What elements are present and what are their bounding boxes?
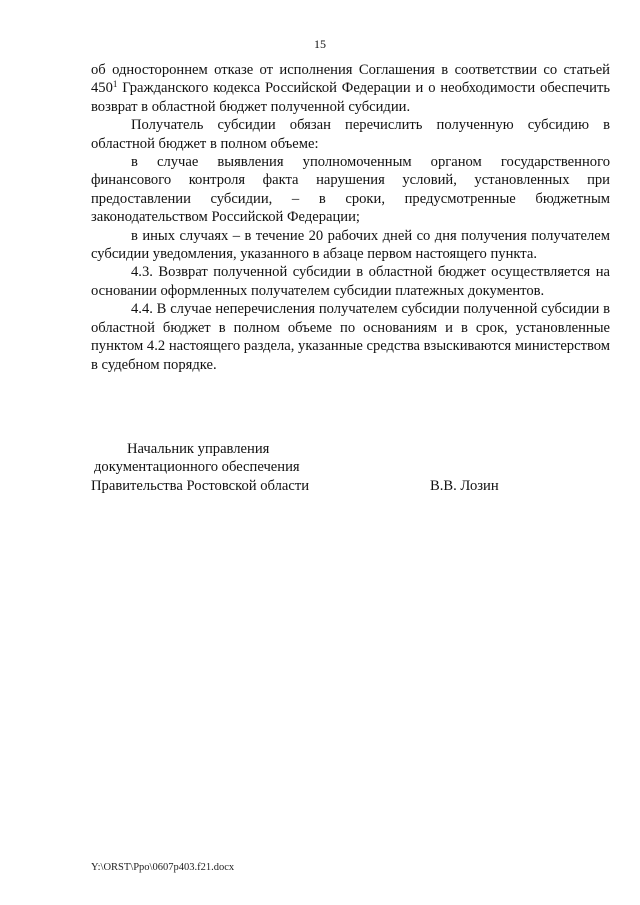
paragraph-4-4: 4.4. В случае неперечисления получателем субсидии полученной субсидии в областной бюджет в полном объеме по основаниям и в срок, установленные пунктом 4.2 настоящего раздела, указанные средства взыскиваются министерством в судебном порядке. xyxy=(91,301,610,373)
superscript: 1 xyxy=(112,79,118,90)
paragraph-text: Гражданского кодекса Российской Федерации и о необходимости обеспечить возврат в областной бюджет полученной субсидии. xyxy=(91,80,610,115)
paragraph-recipient-obligation: Получатель субсидии обязан перечислить полученную субсидию в областной бюджет в полном объеме: xyxy=(91,117,610,152)
signatory-title-line3: Правительства Ростовской области xyxy=(91,478,310,494)
page-number: 15 xyxy=(314,37,326,51)
paragraph-4-3: 4.3. Возврат полученной субсидии в областной бюджет осуществляется на основании оформленных получателем субсидии платежных документов. xyxy=(91,264,610,299)
document-body xyxy=(91,61,610,374)
paragraph-other-cases: в иных случаях – в течение 20 рабочих дней со дня получения получателем субсидии уведомления, указанного в абзаце первом настоящего пункта. xyxy=(91,227,610,263)
signatory-title-line2: документационного обеспечения xyxy=(94,459,300,475)
paragraph-text: об одностороннем отказе от исполнения Соглашения в соответствии со статьей 450 xyxy=(91,62,610,97)
file-path-footer: Y:\ORST\Ppo\0607p403.f21.docx xyxy=(91,862,235,873)
paragraph-violation-case: в случае выявления уполномоченным органом государственного финансового контроля факта нарушения условий, установленных при предоставлении субсидии, – в сроки, предусмотренные бюджетным законодательством Российской Федерации; xyxy=(91,154,610,226)
paragraph-refusal-notice xyxy=(91,61,610,116)
signatory-name: В.В. Лозин xyxy=(430,478,499,494)
signatory-title-line1: Начальник управления xyxy=(127,441,270,457)
